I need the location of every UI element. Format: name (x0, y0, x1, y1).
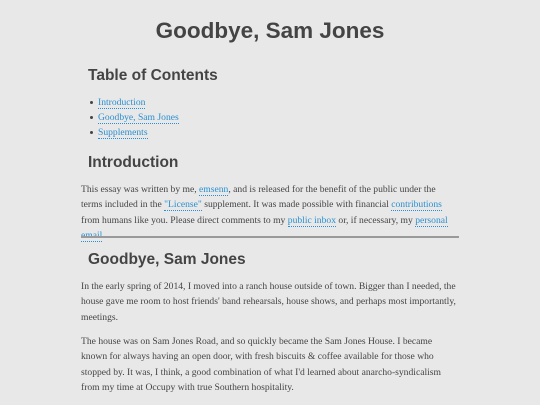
toc-heading: Table of Contents (88, 67, 218, 84)
toc-link-introduction[interactable]: Introduction (98, 97, 146, 108)
bullet-icon (90, 131, 93, 134)
section-divider (81, 236, 459, 238)
intro-text: from humans like you. Please direct comments to my (81, 214, 288, 226)
toc-item-goodbye-sam-jones (90, 110, 179, 125)
intro-text: supplement. It was made possible with financial (201, 199, 392, 211)
page-title: Goodbye, Sam Jones (155, 18, 385, 43)
introduction-heading: Introduction (88, 154, 179, 171)
contributions-link[interactable]: contributions (391, 199, 442, 211)
author-link[interactable]: emsenn (199, 184, 229, 195)
body-paragraph-1: In the early spring of 2014, I moved into a ranch house outside of town. Bigger than I needed, the house gave me room to host friends' band rehearsals, house shows, and perhaps most importantly, meetings. (81, 281, 456, 323)
intro-text: or, if necessary, my (336, 214, 416, 226)
public-inbox-link[interactable]: public inbox (287, 214, 336, 226)
intro-text: , and is released for the benefit of the public under the terms included in the (81, 184, 436, 211)
section-heading-goodbye: Goodbye, Sam Jones (88, 251, 246, 268)
introduction-paragraph (81, 182, 459, 243)
intro-text: This essay was written by me, (81, 184, 200, 195)
bullet-icon (90, 101, 93, 104)
bullet-icon (90, 116, 93, 119)
body-paragraph-2: The house was on Sam Jones Road, and so quickly became the Sam Jones House. I became known for always having an open door, with fresh biscuits & coffee available for those who stopped by. It was, I think, a good combination of what I'd learned about anarcho-syndicalism from my time at Occupy with true Southern hospitality. (81, 336, 441, 393)
toc-list (90, 95, 179, 140)
toc-link-supplements[interactable]: Supplements (98, 127, 148, 138)
personal-email-link[interactable]: personal (81, 215, 448, 242)
toc-link-goodbye-sam-jones[interactable]: Goodbye, Sam Jones (98, 112, 179, 123)
license-link[interactable]: "License" (164, 199, 202, 211)
toc-item-introduction (90, 95, 179, 110)
toc-item-supplements (90, 125, 179, 140)
